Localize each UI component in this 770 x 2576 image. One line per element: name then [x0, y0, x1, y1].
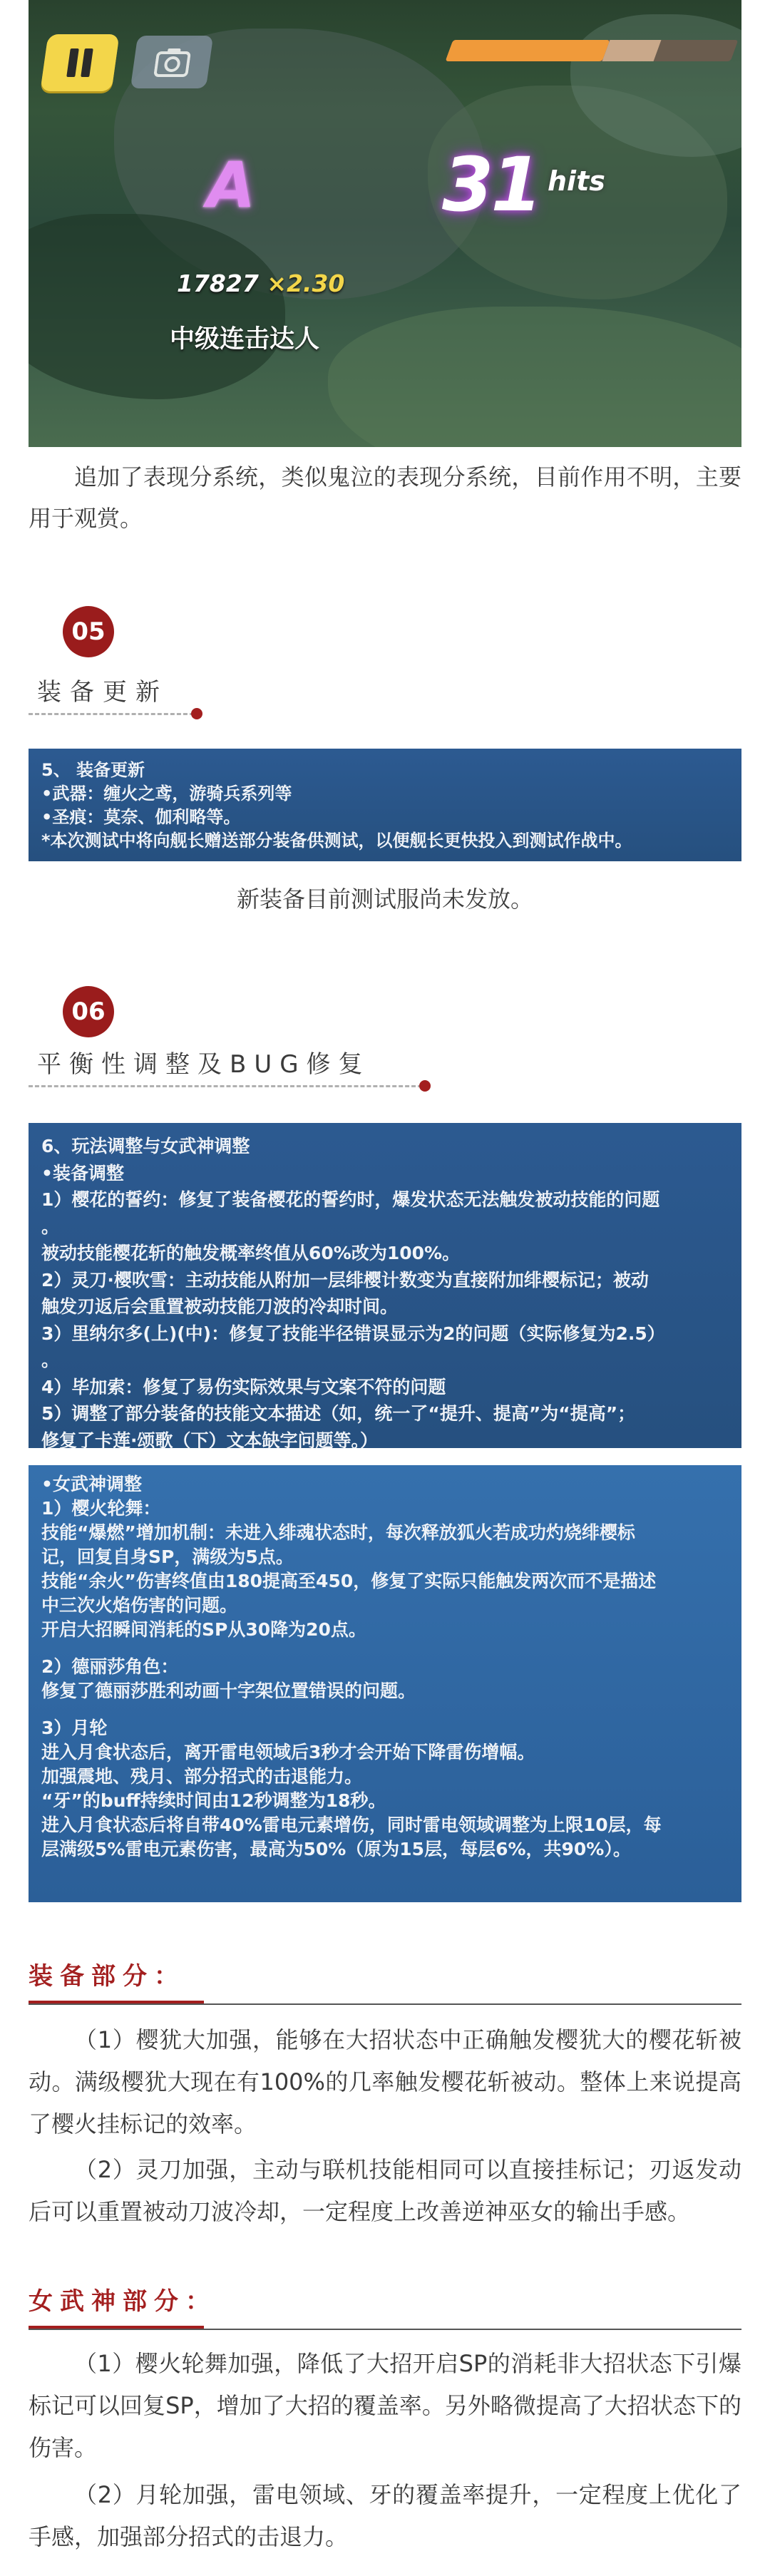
- heading-rule: [29, 2003, 741, 2005]
- section-divider: [29, 1085, 422, 1087]
- heading-rule: [29, 2329, 741, 2330]
- valkyrie-paragraph-1: （1）樱火轮舞加强，降低了大招开启SP的消耗非大招状态下引爆标记可以回复SP，增加了大招的覆盖率。另外略微提高了大招状态下的伤害。: [29, 2350, 741, 2461]
- patch-line: 1）樱花的誓约：修复了装备樱花的誓约时，爆发状态无法触发被动技能的问题: [41, 1189, 660, 1210]
- patch-line: “牙”的buff持续时间由12秒调整为18秒。: [41, 1790, 386, 1811]
- patch-line: 进入月食状态后将自带40%雷电元素增伤，同时雷电领域调整为上限10层，每: [41, 1815, 662, 1835]
- equipment-caption: 新装备目前测试服尚未发放。: [236, 886, 533, 913]
- score-value: 17827: [177, 270, 259, 297]
- performance-grade: A: [207, 148, 256, 222]
- game-screenshot: [29, 0, 741, 447]
- equipment-paragraph-2: （2）灵刀加强，主动与联机技能相同可以直接挂标记；刃返发动后可以重置被动刀波冷却，一定程度上改善逆神巫女的输出手感。: [29, 2156, 741, 2225]
- patch-line: 中三次火焰伤害的问题。: [41, 1595, 238, 1616]
- patch-notes-equipment: [29, 749, 741, 861]
- patch-line: 技能“爆燃”增加机制：未进入绯魂状态时，每次释放狐火若成功灼烧绯樱标: [41, 1522, 635, 1543]
- patch-line: 5、 装备更新: [41, 760, 145, 780]
- combo-rank-title: 中级连击达人: [170, 325, 320, 354]
- patch-line: •装备调整: [41, 1162, 124, 1184]
- intro-paragraph: 追加了表现分系统，类似鬼泣的表现分系统，目前作用不明，主要用于观赏。: [29, 463, 741, 532]
- health-bar-lost: [602, 40, 662, 61]
- patch-line: 记，回复自身SP，满级为5点。: [41, 1546, 294, 1567]
- patch-line: 1）樱火轮舞：: [41, 1498, 161, 1519]
- combo-unit: hits: [548, 165, 605, 197]
- patch-line: 。: [41, 1350, 60, 1370]
- camera-button[interactable]: [130, 36, 213, 88]
- section-number: 05: [63, 606, 114, 657]
- section-divider: [29, 713, 194, 715]
- valkyrie-paragraph-2: （2）月轮加强，雷电领域、牙的覆盖率提升，一定程度上优化了手感，加强部分招式的击退力。: [29, 2481, 741, 2550]
- equipment-paragraph-1: （1）樱犹大加强，能够在大招状态中正确触发樱犹大的樱花斩被动。满级樱犹大现在有100%的几率触发樱花斩被动。整体上来说提高了樱火挂标记的效率。: [29, 2026, 741, 2138]
- patch-line: 触发刃返后会重置被动技能刀波的冷却时间。: [41, 1296, 399, 1317]
- valkyrie-heading: 女武神部分：: [29, 2287, 217, 2316]
- section-divider-dot: [419, 1080, 431, 1092]
- patch-line: 加强震地、残月、部分招式的击退能力。: [41, 1766, 363, 1787]
- section-divider-dot: [191, 708, 202, 719]
- pause-icon-bar: [81, 48, 93, 77]
- background-foliage: [328, 307, 741, 447]
- equipment-heading: 装备部分：: [29, 1962, 185, 1991]
- pause-button[interactable]: [40, 34, 119, 91]
- patch-line: 5）调整了部分装备的技能文本描述（如，统一了“提升、提高”为“提高”；: [41, 1403, 636, 1424]
- patch-line: 2）德丽莎角色：: [41, 1656, 179, 1677]
- patch-notes-gameplay: [29, 1123, 741, 1451]
- patch-notes-valkyrie: [29, 1465, 741, 1902]
- patch-line: 修复了德丽莎胜利动画十字架位置错误的问题。: [41, 1680, 416, 1701]
- patch-line: 进入月食状态后，离开雷电领域后3秒才会开始下降雷伤增幅。: [41, 1742, 535, 1762]
- patch-line: 修复了卡莲·颂歌（下）文本缺字问题等。）: [41, 1430, 378, 1451]
- patch-line: 3）月轮: [41, 1718, 108, 1738]
- patch-line: 。: [41, 1216, 60, 1237]
- section-number: 06: [63, 986, 114, 1037]
- patch-line: 2）灵刀·樱吹雪：主动技能从附加一层绯樱计数变为直接附加绯樱标记；被动: [41, 1269, 649, 1290]
- patch-line: •圣痕：莫奈、伽利略等。: [41, 807, 241, 827]
- patch-line: 6、玩法调整与女武神调整: [41, 1136, 250, 1156]
- combo-score: [177, 270, 344, 297]
- pause-icon-bar: [66, 48, 79, 77]
- patch-line: 技能“余火”伤害终值由180提高至450，修复了实际只能触发两次而不是描述: [41, 1571, 657, 1591]
- patch-line: 3）里纳尔多(上)(中)：修复了技能半径错误显示为2的问题（实际修复为2.5）: [41, 1323, 665, 1344]
- patch-line: •武器：缠火之鸢，游骑兵系列等: [41, 784, 292, 804]
- health-bar-fill: [446, 40, 610, 61]
- patch-line: 被动技能樱花斩的触发概率终值从60%改为100%。: [41, 1243, 461, 1263]
- patch-line: 开启大招瞬间消耗的SP从30降为20点。: [41, 1619, 366, 1640]
- patch-line: 4）毕加索：修复了易伤实际效果与文案不符的问题: [41, 1376, 446, 1397]
- patch-line: 层满级5%雷电元素伤害，最高为50%（原为15层，每层6%，共90%）。: [41, 1839, 631, 1859]
- patch-line: *本次测试中将向舰长赠送部分装备供测试，以便舰长更快投入到测试作战中。: [41, 831, 632, 851]
- section-title: 平衡性调整及BUG修复: [37, 1050, 371, 1079]
- patch-line: •女武神调整: [41, 1474, 142, 1494]
- combo-count: 31: [442, 141, 540, 228]
- score-multiplier: ×2.30: [267, 270, 345, 297]
- health-bar: [449, 40, 734, 61]
- section-title: 装备更新: [37, 678, 168, 707]
- camera-icon: [153, 47, 192, 77]
